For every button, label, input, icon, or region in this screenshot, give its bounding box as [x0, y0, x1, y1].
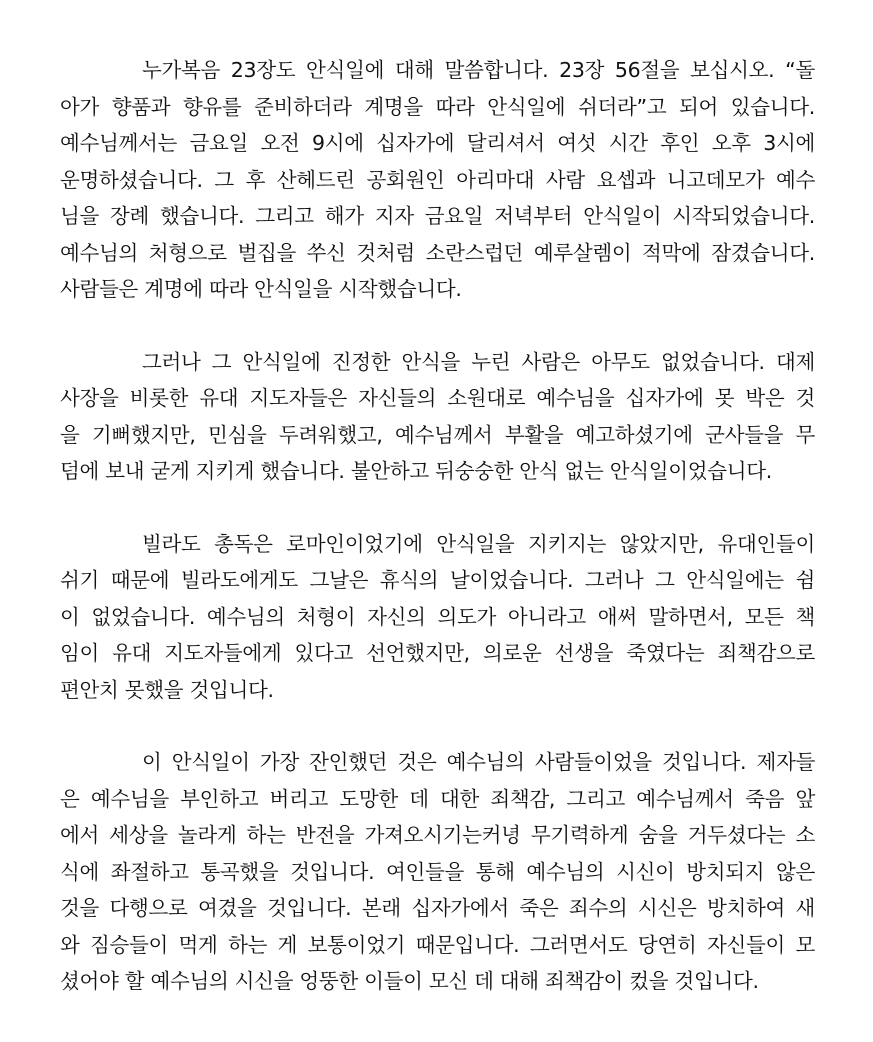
text-line: 편안치 못했을 것입니다. [60, 677, 274, 702]
text-line: 예수님의 처형으로 벌집을 쑤신 것처럼 소란스럽던 예루살렘이 적막에 잠겼습니다. [60, 240, 815, 265]
text-line: 이 안식일이 가장 잔인했던 것은 예수님의 사람들이었을 것입니다. 제자들 [142, 750, 815, 774]
text-line: 쉬기 때문에 빌라도에게도 그날은 휴식의 날이었습니다. 그러나 그 안식일에는 쉼 [60, 568, 815, 592]
text-line: 덤에 보내 굳게 지키게 했습니다. 불안하고 뒤숭숭한 안식 없는 안식일이었습니다. [60, 459, 772, 483]
text-line: 식에 좌절하고 통곡했을 것입니다. 여인들을 통해 예수님의 시신이 방치되지 않은 [60, 859, 815, 884]
text-line: 것을 다행으로 여겼을 것입니다. 본래 십자가에서 죽은 죄수의 시신은 방치하여 새 [60, 896, 815, 920]
text-line: 이 없었습니다. 예수님의 처형이 자신의 의도가 아니라고 애써 말하면서, 모든 책 [60, 604, 815, 629]
text-line: 운명하셨습니다. 그 후 산헤드린 공회원인 아리마대 사람 요셉과 니고데모가 예수 [60, 167, 815, 192]
text-line: 에서 세상을 놀라게 하는 반전을 가져오시기는커녕 무기력하게 숨을 거두셨다는 소 [60, 823, 815, 847]
text-line: 아가 향품과 향유를 준비하더라 계명을 따라 안식일에 쉬더라”고 되어 있습니다. [60, 94, 815, 119]
text-line: 빌라도 총독은 로마인이었기에 안식일을 지키지는 않았지만, 유대인들이 [142, 531, 815, 556]
text-line: 님을 장례 했습니다. 그리고 해가 지자 금요일 저녁부터 안식일이 시작되었습니다. [60, 204, 815, 228]
paragraph-1 [60, 52, 815, 308]
text-line: 와 짐승들이 먹게 하는 게 보통이었기 때문입니다. 그러면서도 당연히 자신들이 모 [60, 932, 815, 957]
text-line: 사장을 비롯한 유대 지도자들은 자신들의 소원대로 예수님을 십자가에 못 박은 것 [60, 386, 815, 410]
paragraph-2 [60, 344, 815, 490]
text-line: 을 기뻐했지만, 민심을 두려워했고, 예수님께서 부활을 예고하셨기에 군사들을 무 [60, 422, 815, 447]
text-line: 은 예수님을 부인하고 버리고 도망한 데 대한 죄책감, 그리고 예수님께서 죽음 앞 [60, 786, 815, 811]
text-line: 임이 유대 지도자들에게 있다고 선언했지만, 의로운 선생을 죽였다는 죄책감으로 [60, 641, 815, 665]
text-line: 그러나 그 안식일에 진정한 안식을 누린 사람은 아무도 없었습니다. 대제 [142, 349, 815, 374]
paragraph-4 [60, 744, 815, 1000]
text-line: 누가복음 23장도 안식일에 대해 말씀합니다. 23장 56절을 보십시오. “돌 [142, 58, 815, 82]
text-line: 셨어야 할 예수님의 시신을 엉뚱한 이들이 모신 데 대해 죄책감이 컸을 것입니다. [60, 969, 759, 993]
text-line: 예수님께서는 금요일 오전 9시에 십자가에 달리셔서 여섯 시간 후인 오후 3시에 [60, 131, 815, 155]
document-body [60, 52, 815, 1000]
paragraph-3 [60, 526, 815, 709]
text-line: 사람들은 계명에 따라 안식일을 시작했습니다. [60, 277, 462, 301]
